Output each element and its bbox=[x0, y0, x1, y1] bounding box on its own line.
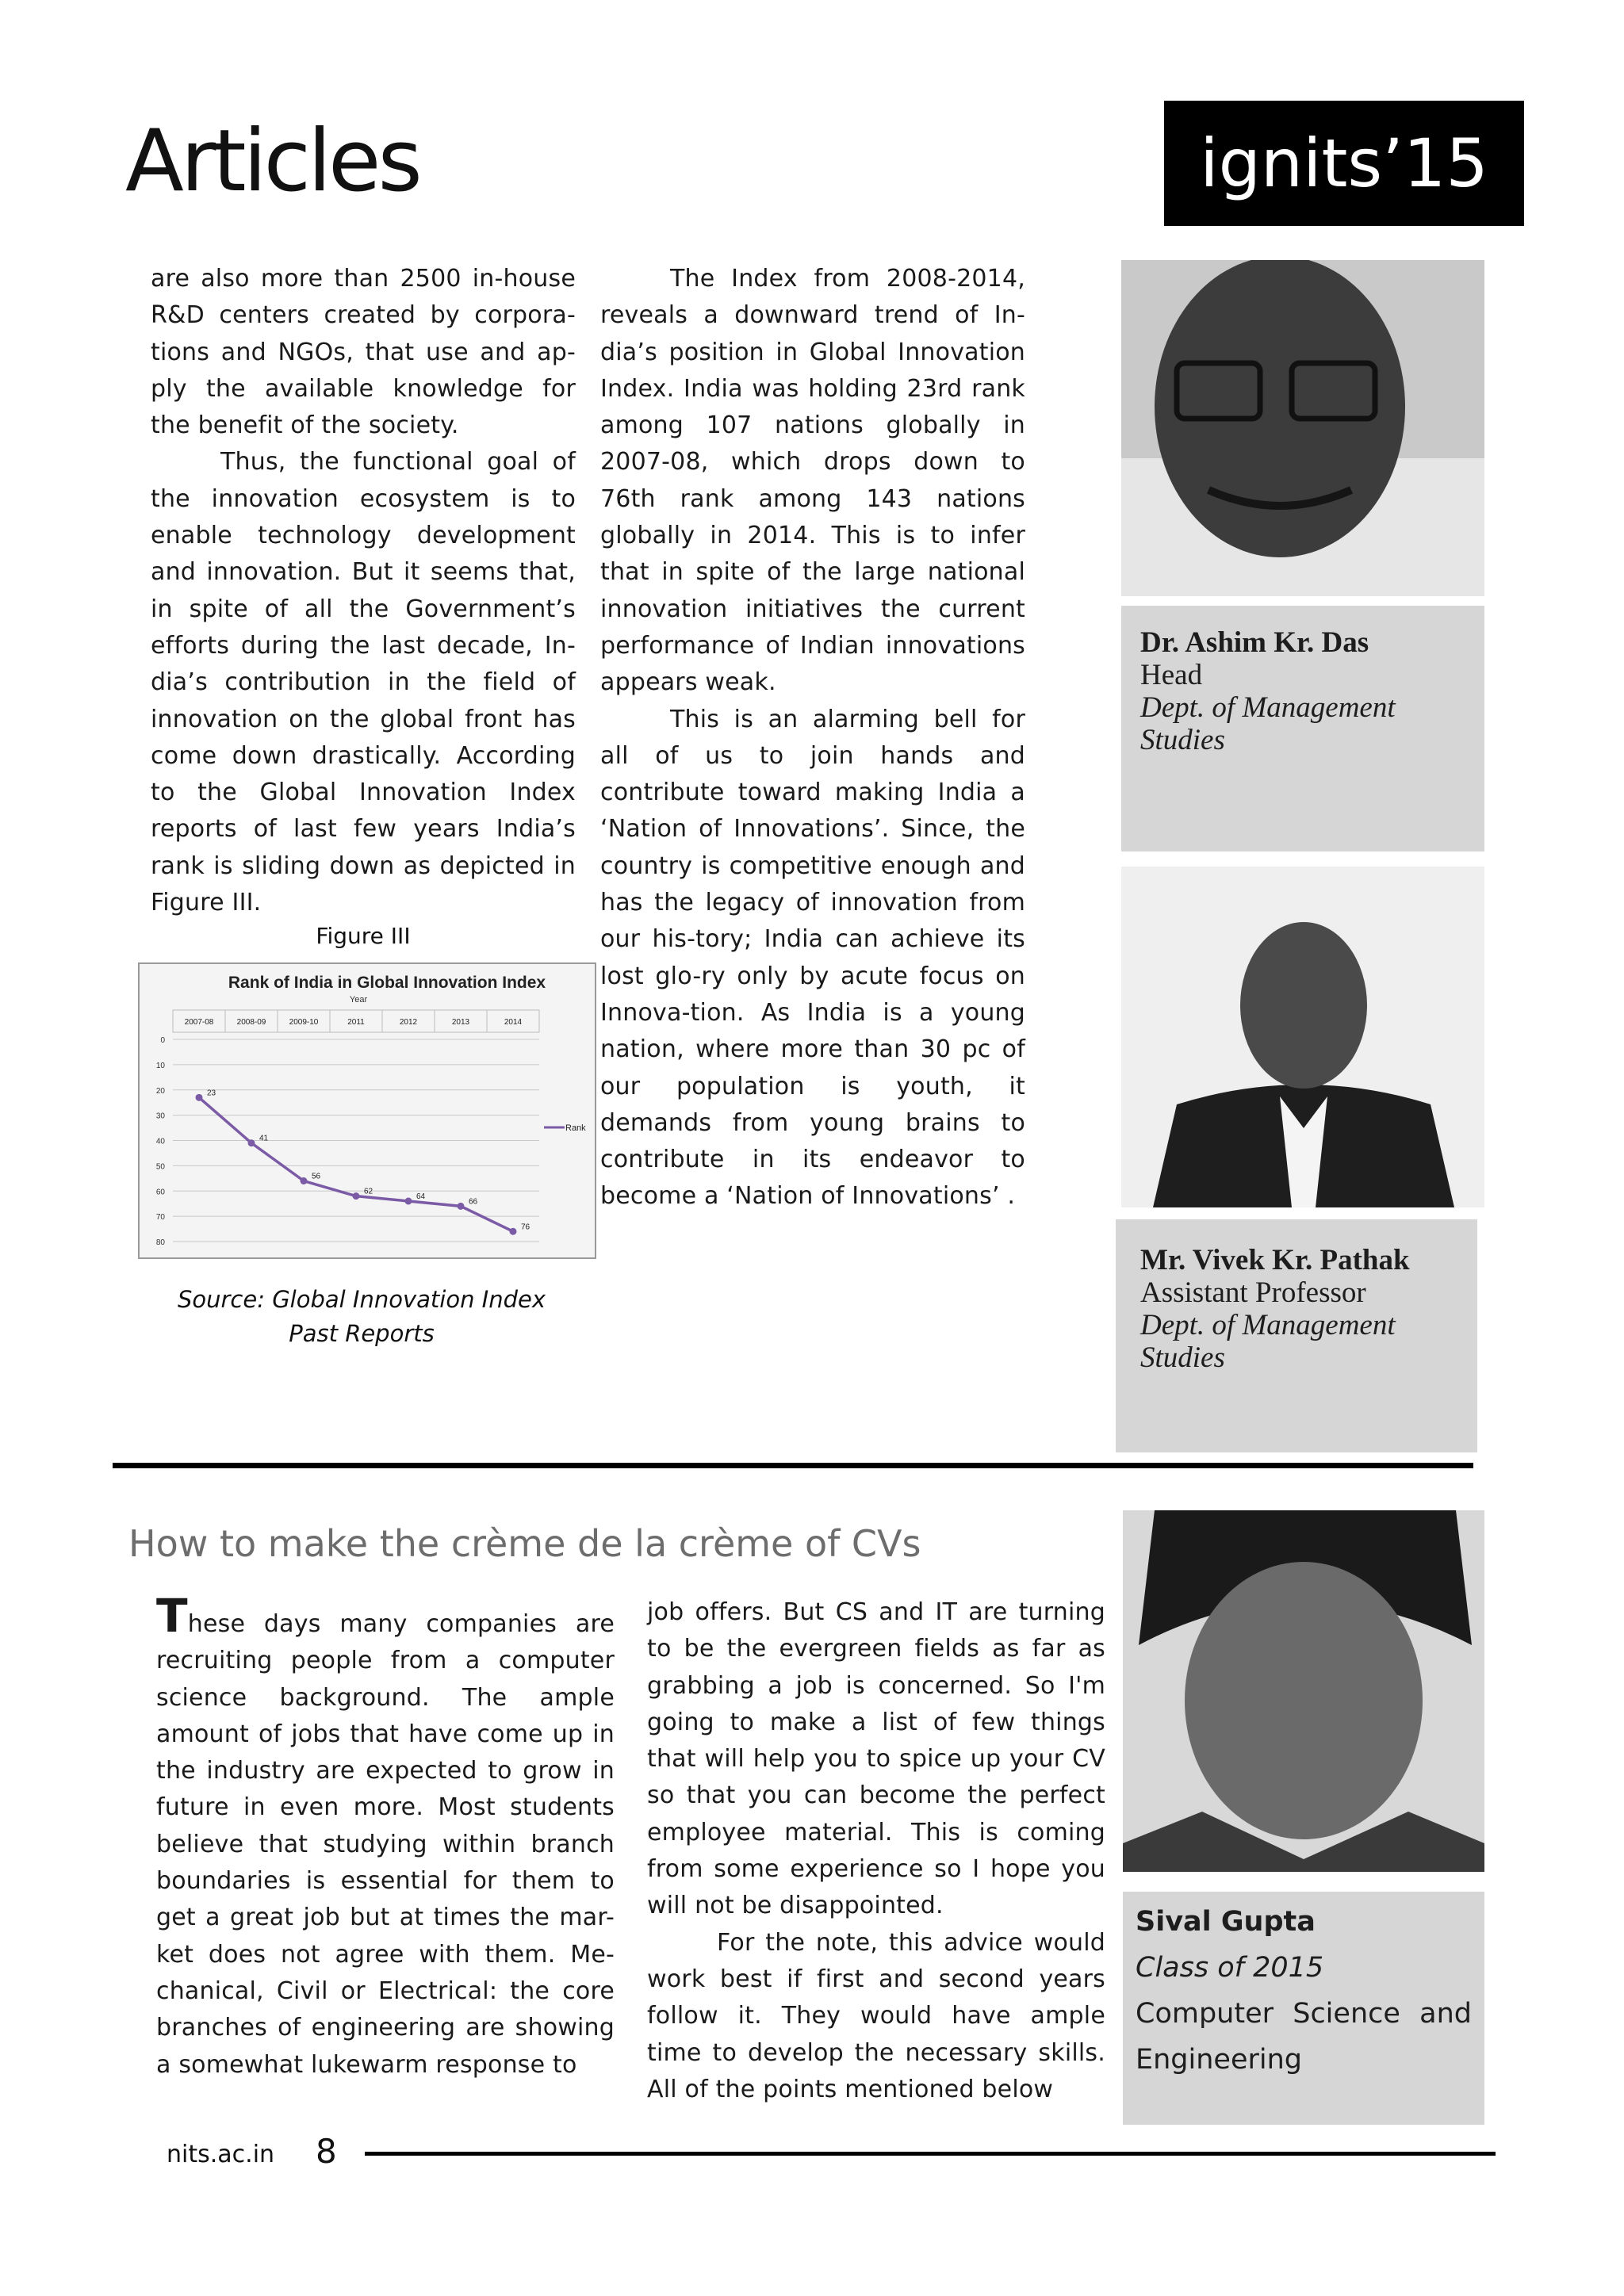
author-card-vivek-pathak bbox=[1116, 1219, 1477, 1452]
drop-cap: T bbox=[156, 1589, 188, 1643]
y-tick-label: 0 bbox=[160, 1036, 165, 1045]
data-label: 56 bbox=[312, 1172, 321, 1181]
article1-column-2 bbox=[600, 261, 1025, 1215]
author-dept: Dept. of Management Studies bbox=[1140, 1309, 1396, 1374]
x-tick-label: 2008-09 bbox=[236, 1018, 266, 1027]
data-point bbox=[196, 1094, 203, 1101]
article2-column-2 bbox=[647, 1594, 1105, 2108]
data-label: 64 bbox=[416, 1192, 426, 1201]
y-tick-label: 20 bbox=[155, 1086, 165, 1096]
article2-paragraph: For the note, this advice would work best if first and second years follow it. They would have ample time to develop the necessary skills. All of the points mentioned below bbox=[647, 1928, 1105, 2103]
author-name: Sival Gupta bbox=[1136, 1906, 1316, 1938]
article2-column-1 bbox=[156, 1589, 615, 2084]
rank-line-chart bbox=[138, 962, 596, 1259]
data-label: 62 bbox=[364, 1187, 373, 1196]
author-card-ashim-das bbox=[1121, 606, 1484, 851]
x-tick-label: 2009-10 bbox=[289, 1018, 319, 1027]
magazine-brand: ignits’15 bbox=[1164, 101, 1524, 226]
data-label: 76 bbox=[521, 1223, 530, 1232]
article2-paragraph-text: hese days many companies are recruiting people from a computer science background. The ample amount of jobs that have come up in the industry are expected to grow in future in even more. Most students believe that studying within branch boundaries is essential for them to get a great job but at times the mar-ket does not agree with them. Me-chanical, Civil or Electrical: the core branches of engineering are showing a somewhat lukewarm response to bbox=[156, 1610, 615, 2079]
author-dept: Dept. of Management Studies bbox=[1140, 691, 1396, 756]
author-role: Assistant Professor bbox=[1140, 1276, 1366, 1309]
section-divider bbox=[113, 1463, 1473, 1468]
figure-label: Figure III bbox=[316, 923, 411, 949]
y-tick-label: 70 bbox=[155, 1213, 165, 1223]
article1-column-1 bbox=[151, 261, 576, 921]
legend-label: Rank bbox=[565, 1123, 586, 1133]
chart-title: Rank of India in Global Innovation Index bbox=[228, 974, 546, 992]
data-point bbox=[510, 1228, 517, 1235]
author-card-sival-gupta bbox=[1123, 1892, 1484, 2125]
footer-rule bbox=[365, 2152, 1496, 2156]
data-point bbox=[458, 1203, 465, 1210]
x-tick-label: 2014 bbox=[504, 1018, 523, 1027]
x-tick-label: 2011 bbox=[347, 1018, 365, 1027]
article1-paragraph: are also more than 2500 in-house R&D centers created by corpora-tions and NGOs, that use and ap-ply the available knowledge for the benefit of the society. bbox=[151, 265, 576, 440]
author-photo-vivek-pathak bbox=[1121, 867, 1484, 1207]
footer-site: nits.ac.in bbox=[167, 2141, 275, 2168]
y-tick-label: 60 bbox=[155, 1188, 165, 1197]
chart-x-axis-label: Year bbox=[349, 995, 368, 1004]
article2-paragraph: job offers. But CS and IT are turning to be the evergreen fields as far as grabbing a job is concerned. So I'm going to make a list of few things that will help you to spice up your CV so that you can become the perfect employee material. This is coming from some experience so I hope you will not be disappointed. bbox=[647, 1598, 1105, 1920]
y-tick-label: 30 bbox=[155, 1112, 165, 1121]
figure-source: Source: Global Innovation Index Past Reports bbox=[177, 1286, 546, 1347]
author-dept: Computer Science and Engineering bbox=[1136, 1998, 1472, 2076]
author-name: Mr. Vivek Kr. Pathak bbox=[1140, 1244, 1410, 1276]
article1-paragraph: This is an alarming bell for all of us to join hands and contribute toward making India a ‘Nation of Innovations’. Since, the country is competitive enough and has the legacy of innovation from our his-tory; India can achieve its lost glo-ry only by acute focus on Innova-tion. As India is a young nation, where more than 30 pc of our population is youth, it demands from young brains to contribute in its endeavor to become a ‘Nation of Innovations’ . bbox=[600, 705, 1025, 1211]
article1-paragraph: Thus, the functional goal of the innovation ecosystem is to enable technology development and innovation. But it seems that, in spite of all the Government’s efforts during the last decade, In-dia’s contribution in the field of innovation on the global front has come down drastically. According to the Global Innovation Index reports of last few years India’s rank is sliding down as depicted in Figure III. bbox=[151, 448, 576, 917]
author-photo-ashim-das bbox=[1121, 260, 1484, 596]
author-name: Dr. Ashim Kr. Das bbox=[1140, 626, 1369, 659]
data-label: 41 bbox=[259, 1134, 269, 1143]
data-point bbox=[405, 1198, 412, 1205]
article2-title: How to make the crème de la crème of CVs bbox=[128, 1522, 921, 1565]
author-role: Head bbox=[1140, 659, 1203, 691]
chart-frame bbox=[139, 963, 596, 1258]
article2-paragraph bbox=[156, 1589, 615, 2084]
page-number: 8 bbox=[316, 2132, 337, 2171]
data-label: 66 bbox=[469, 1197, 478, 1207]
article1-paragraph: The Index from 2008-2014, reveals a downward trend of In-dia’s position in Global Innovation Index. India was holding 23rd rank among 107 nations globally in 2007-08, which drops down to 76th rank among 143 nations globally in 2014. This is to infer that in spite of the large national innovation initiatives the current performance of Indian innovations appears weak. bbox=[600, 265, 1025, 697]
y-tick-label: 10 bbox=[155, 1061, 165, 1070]
x-tick-label: 2012 bbox=[399, 1018, 418, 1027]
data-point bbox=[301, 1177, 308, 1184]
y-tick-label: 50 bbox=[155, 1162, 165, 1172]
x-tick-label: 2007-08 bbox=[184, 1018, 214, 1027]
y-tick-label: 40 bbox=[155, 1137, 165, 1146]
author-photo-sival-gupta bbox=[1123, 1510, 1484, 1872]
data-label: 23 bbox=[207, 1089, 216, 1098]
y-tick-label: 80 bbox=[155, 1238, 165, 1247]
author-class: Class of 2015 bbox=[1136, 1952, 1324, 1984]
data-point bbox=[353, 1192, 360, 1200]
section-title: Articles bbox=[125, 112, 419, 211]
x-tick-label: 2013 bbox=[451, 1018, 470, 1027]
data-point bbox=[248, 1139, 255, 1146]
